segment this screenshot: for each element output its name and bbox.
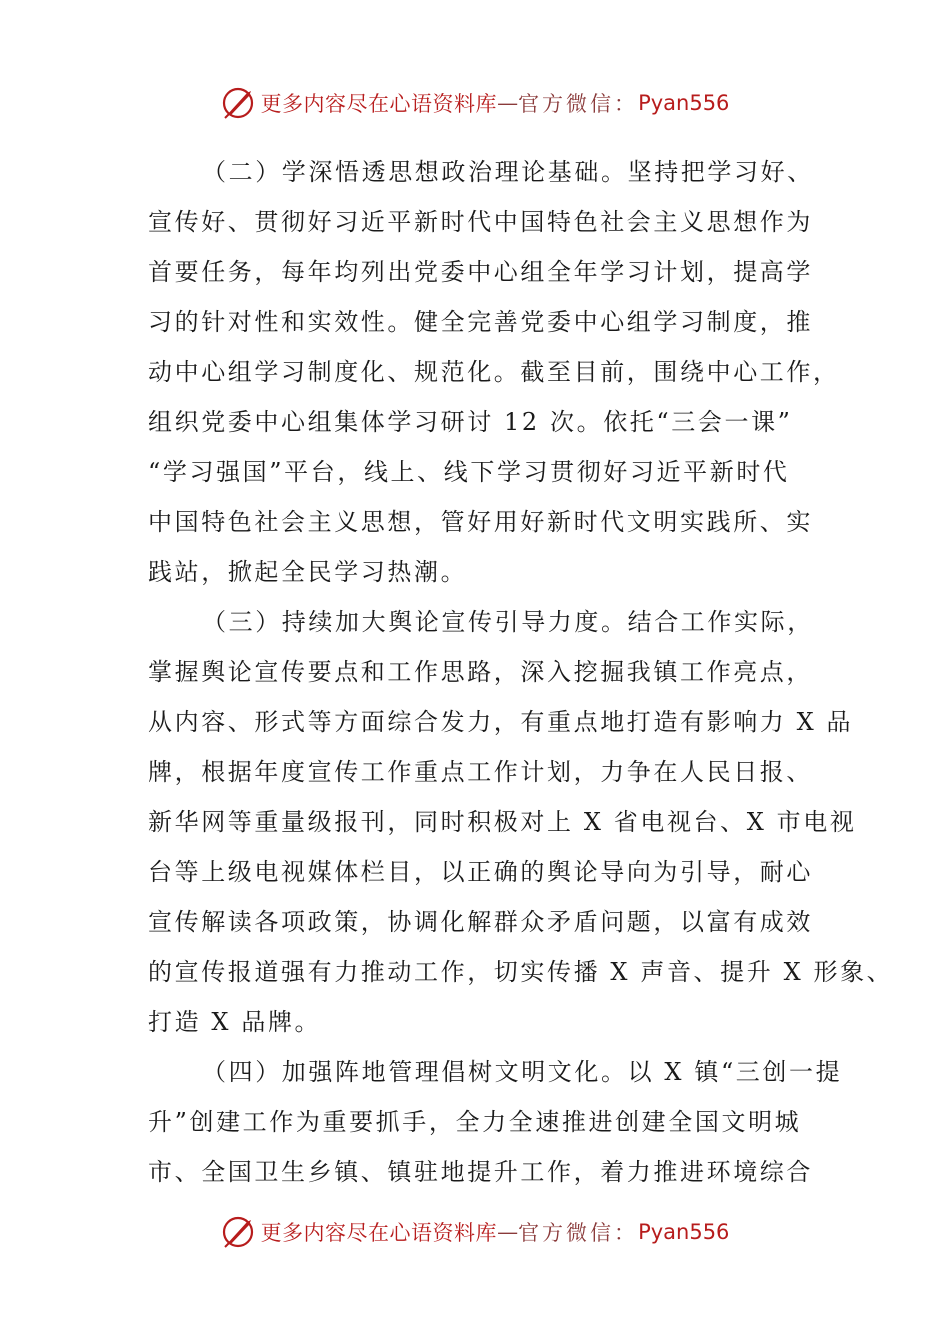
paragraph-2-line-1: （二）学深悟透思想政治理论基础。坚持把学习好、 [202,158,814,186]
banner-separator: — [497,1220,519,1244]
banner-main-text: 更多内容尽在心语资料库 [260,1221,498,1245]
paragraph-3-line-9: 打造 X 品牌。 [148,1008,322,1036]
banner-wechat-label: 官方微信： [518,92,639,116]
paragraph-2-line-7: “学习强国”平台，线上、线下学习贯彻好习近平新时代 [148,458,790,486]
paragraph-2-line-2: 宣传好、贯彻好习近平新时代中国特色社会主义思想作为 [148,208,813,236]
banner-wechat-id: Pyan556 [638,91,730,115]
paragraph-4-line-3: 市、全国卫生乡镇、镇驻地提升工作，着力推进环境综合 [148,1158,813,1186]
header-banner [0,83,950,123]
footer-banner [0,1212,950,1252]
banner-wechat-label: 官方微信： [518,1221,639,1245]
paragraph-2-line-6: 组织党委中心组集体学习研讨 12 次。依托“三会一课” [148,408,793,436]
paragraph-2-line-4: 习的针对性和实效性。健全完善党委中心组学习制度，推 [148,308,813,336]
document-body [148,147,894,1197]
quill-logo-icon [221,85,257,121]
paragraph-3-line-3: 从内容、形式等方面综合发力，有重点地打造有影响力 X 品 [148,708,854,736]
paragraph-2-line-3: 首要任务，每年均列出党委中心组全年学习计划，提高学 [148,258,813,286]
paragraph-3-line-2: 掌握舆论宣传要点和工作思路，深入挖掘我镇工作亮点， [148,658,813,686]
paragraph-4-line-1: （四）加强阵地管理倡树文明文化。以 X 镇“三创一提 [202,1058,843,1086]
quill-logo-icon [221,1214,257,1250]
banner-separator: — [497,91,519,115]
paragraph-3-line-6: 台等上级电视媒体栏目，以正确的舆论导向为引导，耐心 [148,858,813,886]
paragraph-2-line-9: 践站，掀起全民学习热潮。 [148,558,468,586]
paragraph-3-line-1: （三）持续加大舆论宣传引导力度。结合工作实际， [202,608,814,636]
paragraph-2-line-8: 中国特色社会主义思想，管好用好新时代文明实践所、实 [148,508,813,536]
paragraph-3-line-4: 牌，根据年度宣传工作重点工作计划，力争在人民日报、 [148,758,813,786]
banner-wechat-id: Pyan556 [638,1220,730,1244]
paragraph-4-line-2: 升”创建工作为重要抓手，全力全速推进创建全国文明城 [148,1108,802,1136]
paragraph-3-line-7: 宣传解读各项政策，协调化解群众矛盾问题，以富有成效 [148,908,813,936]
banner-main-text: 更多内容尽在心语资料库 [260,92,498,116]
paragraph-3-line-8: 的宣传报道强有力推动工作，切实传播 X 声音、提升 X 形象、 [148,958,894,986]
paragraph-2-line-5: 动中心组学习制度化、规范化。截至目前，围绕中心工作， [148,358,840,386]
paragraph-3-line-5: 新华网等重量级报刊，同时积极对上 X 省电视台、X 市电视 [148,808,857,836]
